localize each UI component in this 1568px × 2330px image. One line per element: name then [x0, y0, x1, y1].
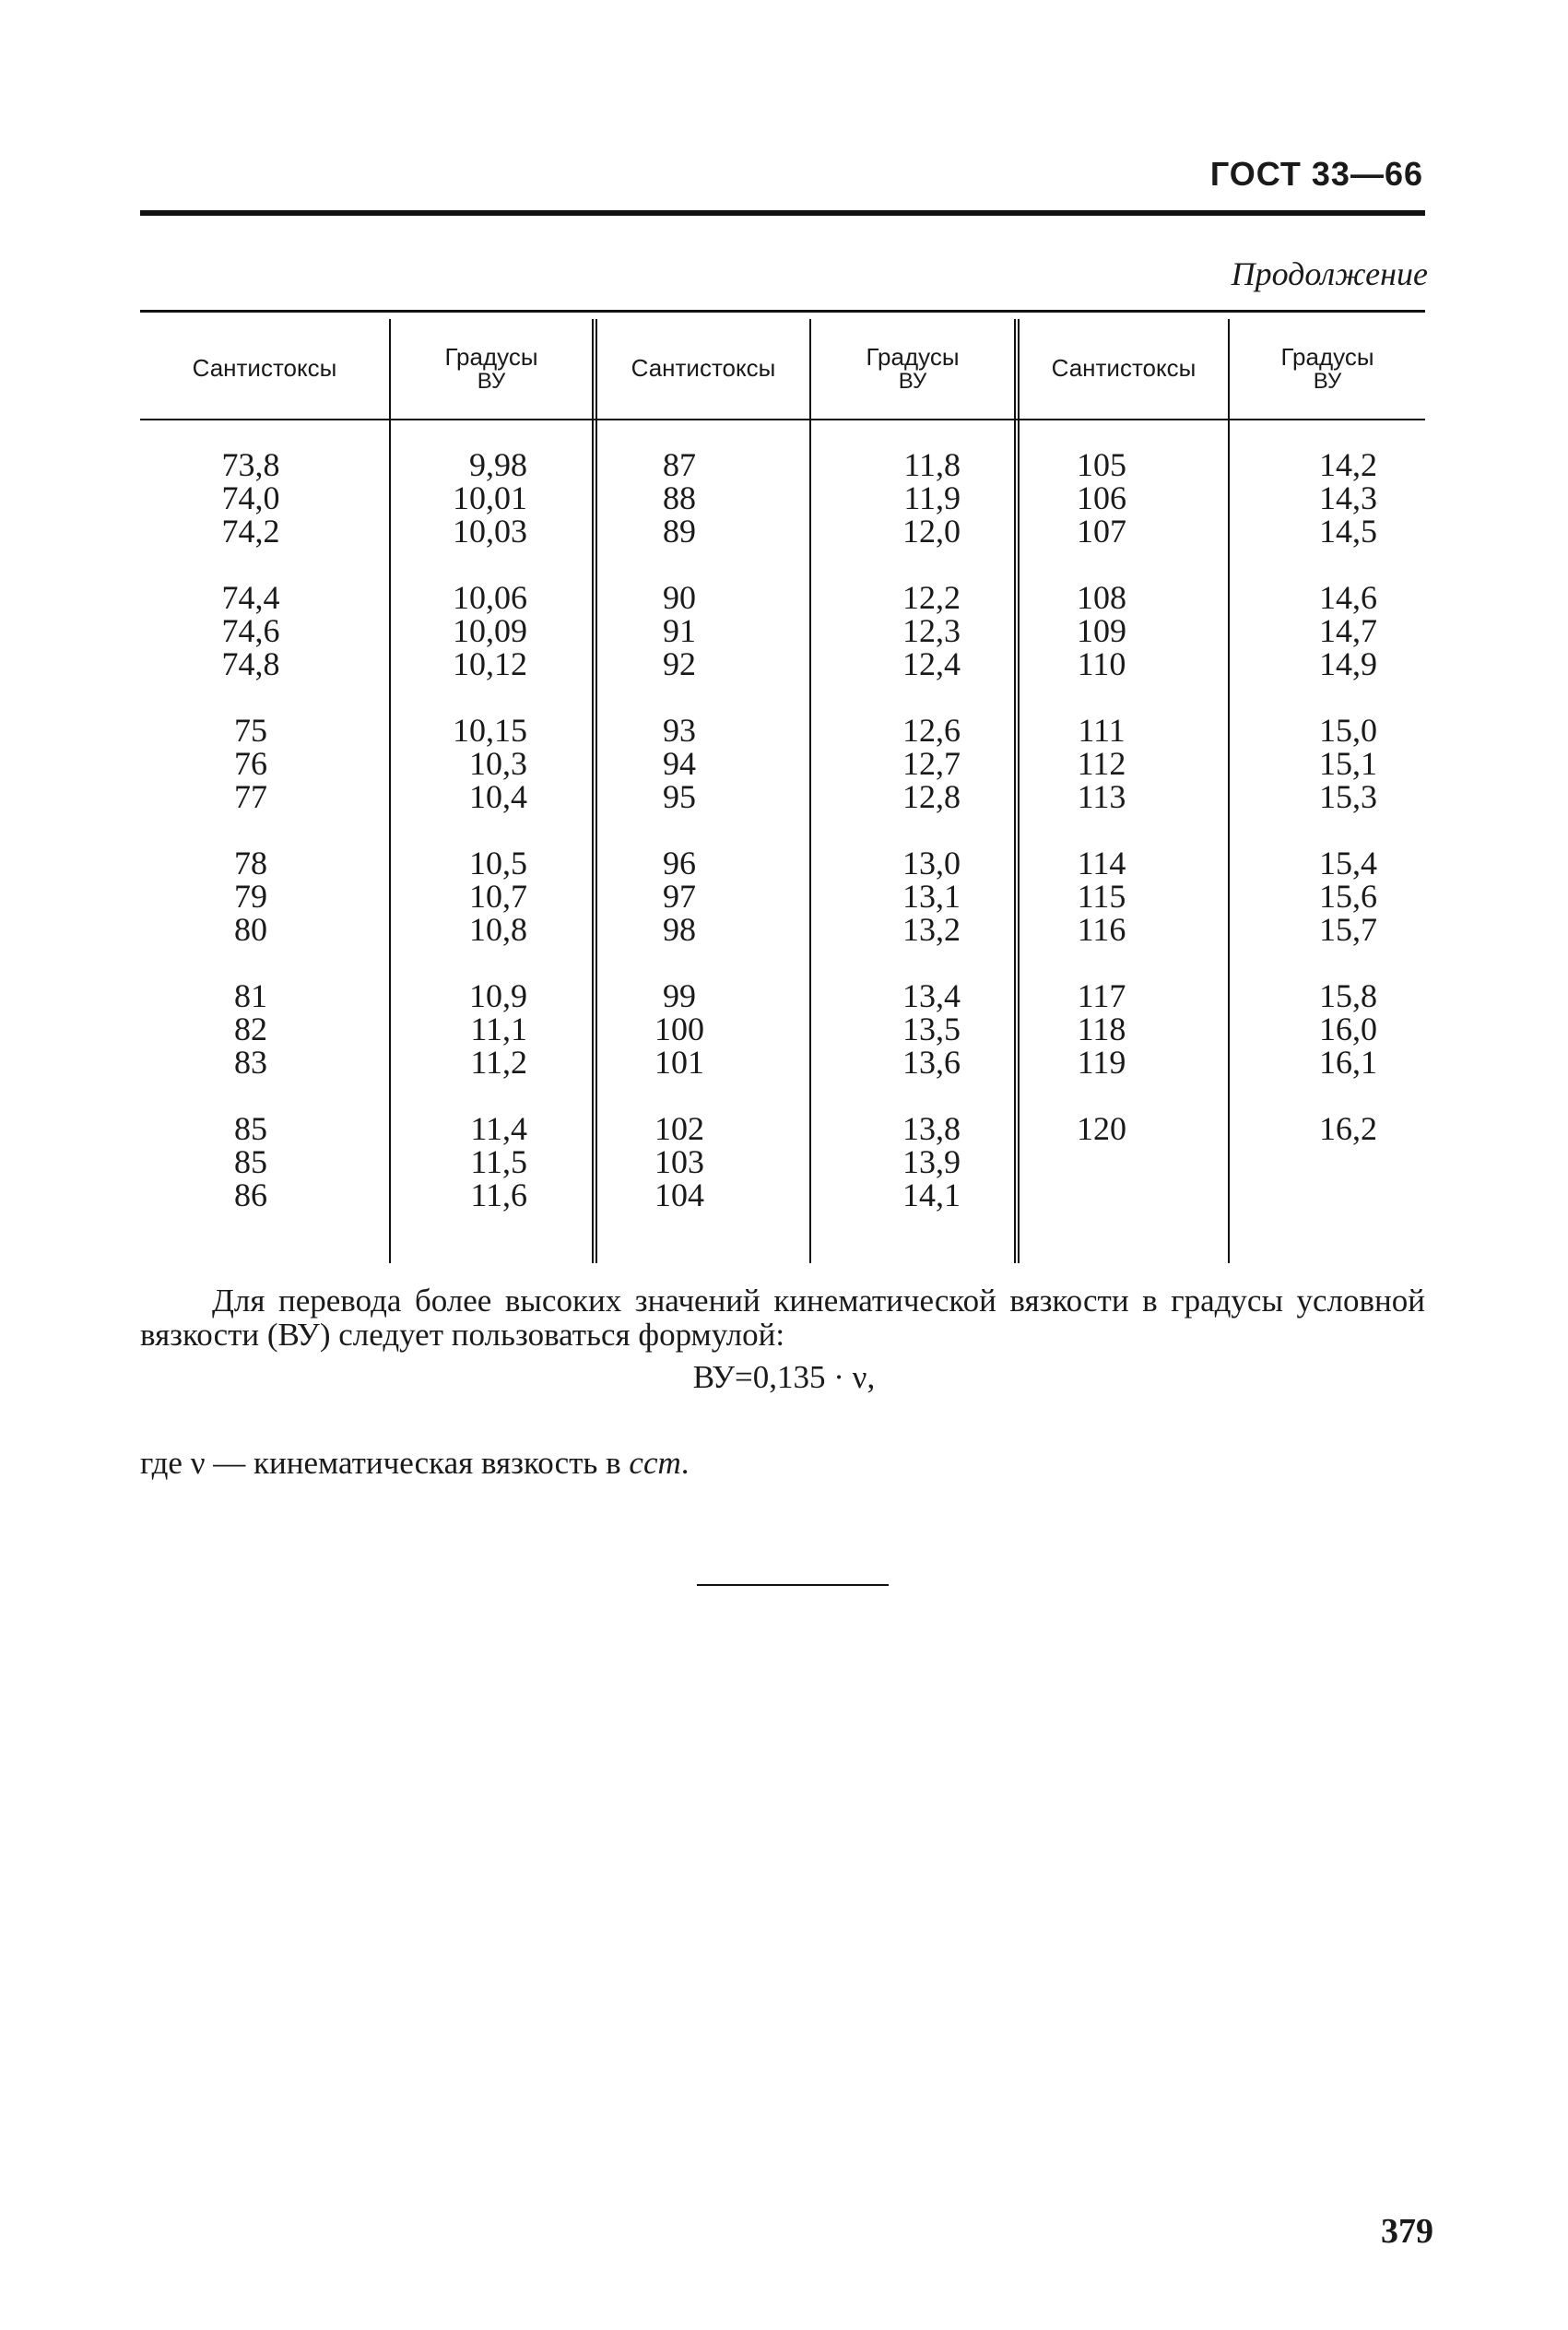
centistokes-value: 102 — [654, 1110, 704, 1147]
conversion-paragraph: Для перевода более высоких значений кинематической вязкости в градусы условной вязкости (ВУ) следует пользоваться формулой: — [140, 1283, 1425, 1353]
group-gap — [610, 548, 749, 581]
vu-degrees-value: 12,4 — [902, 645, 961, 682]
group-gap — [417, 813, 527, 846]
column-header-sub: ВУ — [477, 369, 506, 395]
group-gap — [1032, 680, 1171, 714]
definition-end: . — [680, 1445, 690, 1481]
centistokes-value: 95 — [663, 778, 696, 815]
vu-degrees-value: 12,3 — [902, 612, 961, 649]
vu-degrees-value: 14,5 — [1319, 513, 1377, 550]
vu-degrees-column — [417, 448, 527, 1212]
vu-degrees-value: 14,1 — [902, 1177, 961, 1213]
group-gap — [610, 946, 749, 979]
column-header-title: Сантистоксы — [631, 354, 776, 383]
centistokes-value: 74,4 — [221, 579, 280, 616]
group-gap — [1032, 946, 1171, 979]
centistokes-value: 75 — [234, 712, 267, 749]
group-gap — [417, 946, 527, 979]
group-gap — [610, 1079, 749, 1112]
vu-degrees-value: 12,6 — [902, 712, 961, 749]
centistokes-value: 112 — [1077, 745, 1126, 782]
centistokes-value: 82 — [234, 1011, 267, 1047]
table-top-rule — [140, 310, 1425, 313]
vu-degrees-value: 12,7 — [902, 745, 961, 782]
centistokes-value: 85 — [234, 1110, 267, 1147]
vu-degrees-value: 14,2 — [1319, 446, 1377, 483]
group-gap — [195, 946, 306, 979]
column-divider-double — [592, 319, 597, 1263]
vu-degrees-value: 10,15 — [453, 712, 527, 749]
variable-definition — [140, 1446, 1425, 1480]
centistokes-value: 78 — [234, 845, 267, 881]
vu-degrees-value: 15,6 — [1319, 878, 1377, 915]
group-gap — [1257, 680, 1377, 714]
centistokes-value: 74,0 — [221, 479, 280, 516]
vu-degrees-value: 11,5 — [470, 1143, 527, 1180]
vu-degrees-value: 13,0 — [902, 845, 961, 881]
centistokes-value: 99 — [663, 977, 696, 1014]
column-header-title: Градусы — [444, 342, 538, 371]
vu-degrees-value: 11,6 — [470, 1177, 527, 1213]
centistokes-value: 120 — [1077, 1110, 1126, 1147]
vu-degrees-value: 10,5 — [469, 845, 527, 881]
group-gap — [841, 548, 961, 581]
vu-degrees-value: 11,2 — [470, 1044, 527, 1081]
centistokes-value: 97 — [663, 878, 696, 915]
centistokes-value: 119 — [1077, 1044, 1126, 1081]
vu-degrees-value: 10,3 — [469, 745, 527, 782]
centistokes-value: 90 — [663, 579, 696, 616]
centistokes-value: 80 — [234, 911, 267, 948]
vu-degrees-value: 10,7 — [469, 878, 527, 915]
centistokes-value: 89 — [663, 513, 696, 550]
conversion-formula: ВУ=0,135 · ν, — [692, 1359, 876, 1395]
conversion-table — [140, 310, 1425, 1263]
group-gap — [1032, 1079, 1171, 1112]
vu-degrees-value: 13,8 — [902, 1110, 961, 1147]
centistokes-value: 111 — [1078, 712, 1126, 749]
centistokes-value: 94 — [663, 745, 696, 782]
centistokes-value: 113 — [1077, 778, 1126, 815]
vu-degrees-value: 12,0 — [902, 513, 961, 550]
vu-degrees-value: 13,6 — [902, 1044, 961, 1081]
centistokes-value: 91 — [663, 612, 696, 649]
vu-degrees-value: 13,5 — [902, 1011, 961, 1047]
group-gap — [195, 813, 306, 846]
column-divider — [389, 319, 391, 1263]
group-gap — [417, 548, 527, 581]
vu-degrees-value: 11,8 — [903, 446, 961, 483]
group-gap — [1257, 946, 1377, 979]
centistokes-value: 100 — [654, 1011, 704, 1047]
group-gap — [417, 1079, 527, 1112]
centistokes-value: 104 — [654, 1177, 704, 1213]
vu-degrees-value: 9,98 — [469, 446, 527, 483]
group-gap — [841, 1079, 961, 1112]
column-header-sub: ВУ — [1313, 369, 1342, 395]
column-header-title: Сантистоксы — [1051, 354, 1197, 383]
table-header-rule — [140, 419, 1425, 420]
centistokes-value: 86 — [234, 1177, 267, 1213]
vu-degrees-value: 11,9 — [903, 479, 961, 516]
vu-degrees-value: 13,9 — [902, 1143, 961, 1180]
group-gap — [195, 548, 306, 581]
vu-degrees-value: 15,3 — [1319, 778, 1377, 815]
vu-degrees-value: 16,2 — [1319, 1110, 1377, 1147]
vu-degrees-value: 16,1 — [1319, 1044, 1377, 1081]
vu-degrees-value: 16,0 — [1319, 1011, 1377, 1047]
centistokes-value: 117 — [1077, 977, 1126, 1014]
group-gap — [841, 680, 961, 714]
centistokes-value: 98 — [663, 911, 696, 948]
vu-degrees-value: 14,9 — [1319, 645, 1377, 682]
column-header-vu-1 — [391, 323, 592, 415]
document-code: ГОСТ 33—66 — [1209, 155, 1423, 193]
centistokes-value: 118 — [1077, 1011, 1126, 1047]
centistokes-value: 93 — [663, 712, 696, 749]
centistokes-column — [195, 448, 306, 1212]
column-header-title: Градусы — [1280, 342, 1374, 371]
centistokes-column — [1032, 448, 1171, 1145]
vu-degrees-value: 10,12 — [453, 645, 527, 682]
centistokes-value: 101 — [654, 1044, 704, 1081]
vu-degrees-column — [1257, 448, 1377, 1145]
group-gap — [610, 813, 749, 846]
centistokes-value: 109 — [1077, 612, 1126, 649]
vu-degrees-value: 14,3 — [1319, 479, 1377, 516]
column-header-vu-3 — [1230, 323, 1425, 415]
vu-degrees-value: 15,1 — [1319, 745, 1377, 782]
column-header-cst-2 — [597, 323, 809, 415]
vu-degrees-value: 10,06 — [453, 579, 527, 616]
centistokes-value: 77 — [234, 778, 267, 815]
end-separator — [697, 1584, 889, 1586]
column-header-cst-1 — [140, 323, 389, 415]
definition-text: где ν — кинематическая вязкость в — [140, 1445, 630, 1481]
column-divider — [809, 319, 811, 1263]
centistokes-value: 73,8 — [221, 446, 280, 483]
column-divider-double — [1014, 319, 1020, 1263]
vu-degrees-value: 10,8 — [469, 911, 527, 948]
vu-degrees-value: 13,1 — [902, 878, 961, 915]
group-gap — [1032, 548, 1171, 581]
centistokes-value: 108 — [1077, 579, 1126, 616]
centistokes-value: 107 — [1077, 513, 1126, 550]
centistokes-value: 92 — [663, 645, 696, 682]
continuation-label: Продолжение — [1231, 255, 1428, 292]
group-gap — [417, 680, 527, 714]
column-header-title: Сантистоксы — [192, 354, 337, 383]
vu-degrees-value: 13,4 — [902, 977, 961, 1014]
centistokes-value: 110 — [1077, 645, 1126, 682]
top-rule — [140, 210, 1425, 216]
centistokes-value: 103 — [654, 1143, 704, 1180]
column-header-vu-2 — [811, 323, 1014, 415]
vu-degrees-value: 13,2 — [902, 911, 961, 948]
centistokes-value: 74,2 — [221, 513, 280, 550]
vu-degrees-value: 10,03 — [453, 513, 527, 550]
group-gap — [1032, 813, 1171, 846]
column-divider — [1228, 319, 1230, 1263]
column-header-cst-3 — [1020, 323, 1228, 415]
column-header-title: Градусы — [866, 342, 960, 371]
centistokes-value: 79 — [234, 878, 267, 915]
centistokes-value: 88 — [663, 479, 696, 516]
group-gap — [841, 813, 961, 846]
page-number: 379 — [1381, 2212, 1433, 2251]
centistokes-value: 106 — [1077, 479, 1126, 516]
vu-degrees-value: 10,01 — [453, 479, 527, 516]
group-gap — [841, 946, 961, 979]
vu-degrees-column — [841, 448, 961, 1212]
group-gap — [1257, 548, 1377, 581]
group-gap — [195, 680, 306, 714]
centistokes-value: 96 — [663, 845, 696, 881]
centistokes-value: 114 — [1077, 845, 1126, 881]
vu-degrees-value: 12,8 — [902, 778, 961, 815]
centistokes-value: 115 — [1077, 878, 1126, 915]
group-gap — [1257, 813, 1377, 846]
centistokes-value: 116 — [1077, 911, 1126, 948]
group-gap — [195, 1079, 306, 1112]
centistokes-value: 87 — [663, 446, 696, 483]
vu-degrees-value: 15,8 — [1319, 977, 1377, 1014]
group-gap — [610, 680, 749, 714]
vu-degrees-value: 14,7 — [1319, 612, 1377, 649]
centistokes-value: 85 — [234, 1143, 267, 1180]
unit-label: сст — [629, 1445, 681, 1481]
vu-degrees-value: 12,2 — [902, 579, 961, 616]
vu-degrees-value: 15,7 — [1319, 911, 1377, 948]
centistokes-value: 83 — [234, 1044, 267, 1081]
centistokes-value: 74,6 — [221, 612, 280, 649]
vu-degrees-value: 11,4 — [470, 1110, 527, 1147]
centistokes-column — [610, 448, 749, 1212]
centistokes-value: 105 — [1077, 446, 1126, 483]
group-gap — [1257, 1079, 1377, 1112]
vu-degrees-value: 10,09 — [453, 612, 527, 649]
vu-degrees-value: 15,0 — [1319, 712, 1377, 749]
vu-degrees-value: 14,6 — [1319, 579, 1377, 616]
centistokes-value: 76 — [234, 745, 267, 782]
vu-degrees-value: 15,4 — [1319, 845, 1377, 881]
centistokes-value: 74,8 — [221, 645, 280, 682]
vu-degrees-value: 11,1 — [470, 1011, 527, 1047]
vu-degrees-value: 10,4 — [469, 778, 527, 815]
centistokes-value: 81 — [234, 977, 267, 1014]
vu-degrees-value: 10,9 — [469, 977, 527, 1014]
column-header-sub: ВУ — [898, 369, 927, 395]
